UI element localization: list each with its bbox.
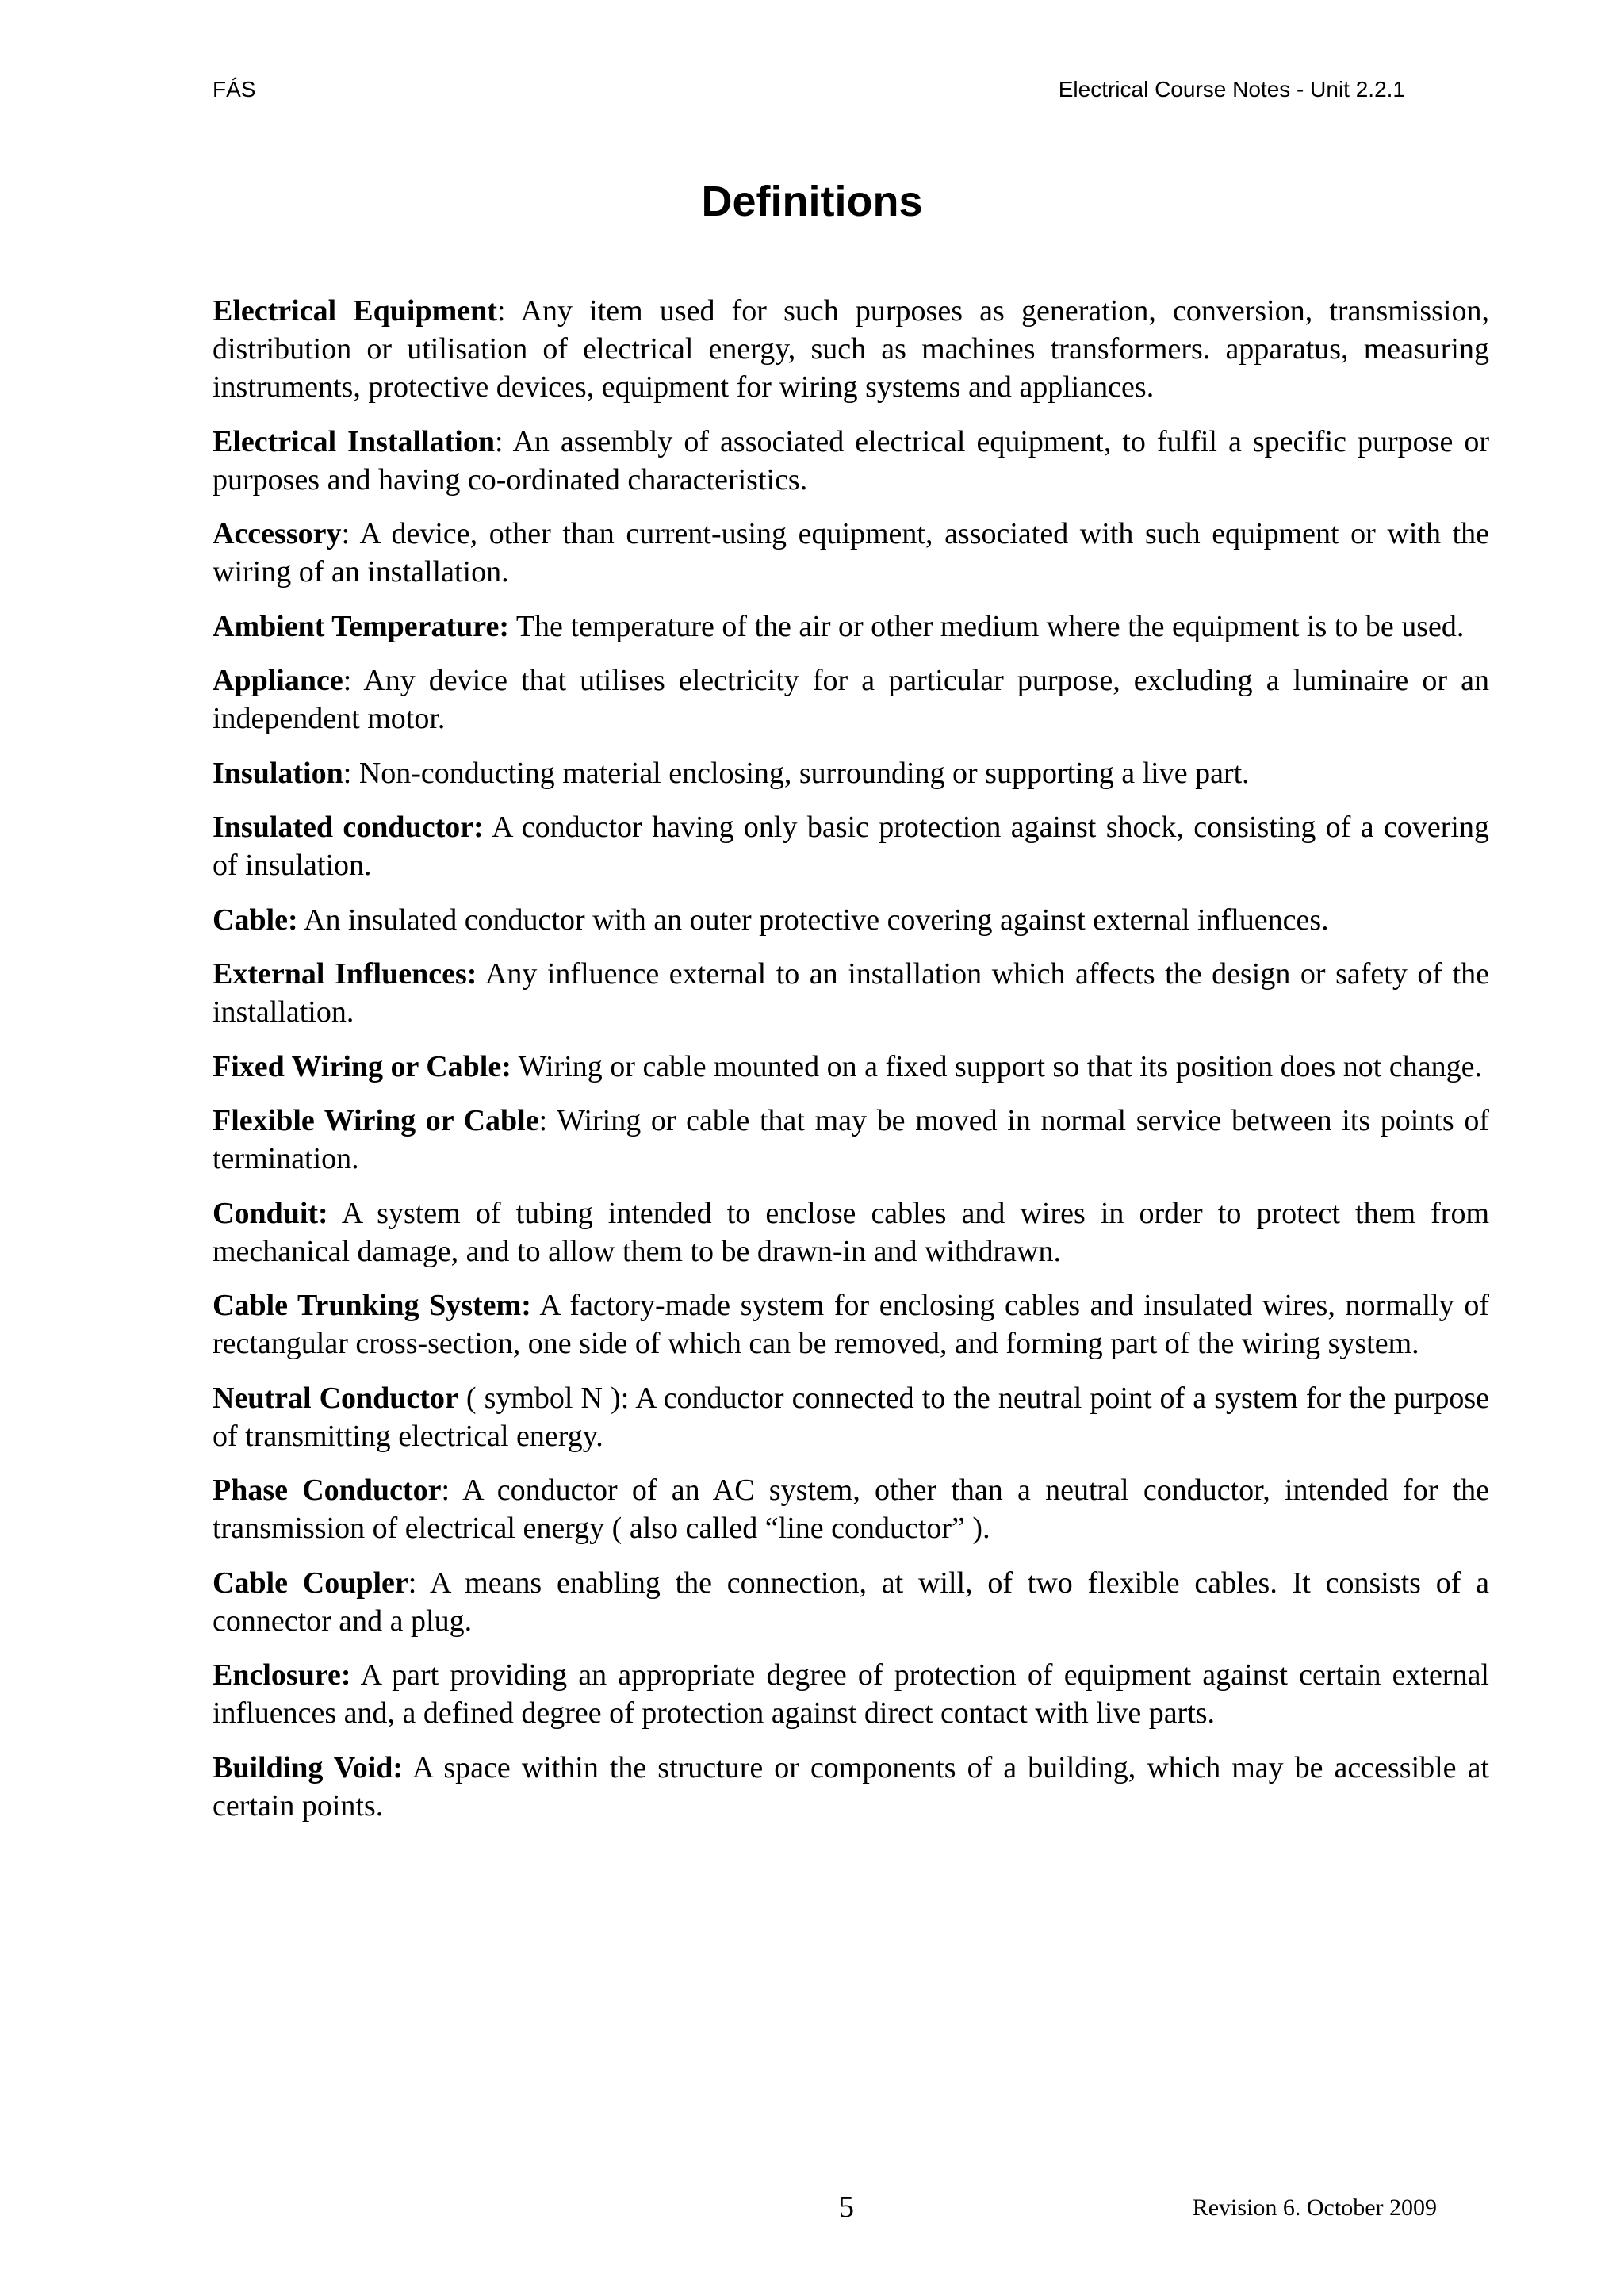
- definition-item: [213, 901, 1489, 939]
- definition-item: [213, 1102, 1489, 1178]
- definition-text: Wiring or cable that may be moved in normal service between its points of termination.: [213, 1104, 1489, 1175]
- definition-term: Insulation: [213, 756, 343, 790]
- definition-text: Wiring or cable mounted on a fixed support so that its position does not change.: [511, 1049, 1482, 1083]
- definition-item: [213, 1379, 1489, 1455]
- definition-term: Cable Coupler: [213, 1566, 408, 1600]
- definition-text: A means enabling the connection, at will, of two flexible cables. It consists of a connector and a plug.: [213, 1566, 1490, 1638]
- definition-text: A part providing an appropriate degree of protection of equipment against certain external influences and, a defined degree of protection against direct contact with live parts.: [213, 1658, 1489, 1730]
- definition-item: [213, 1656, 1489, 1732]
- definition-item: [213, 1564, 1489, 1640]
- definitions-list: [213, 292, 1489, 1841]
- definition-text: An insulated conductor with an outer protective covering against external influences.: [297, 903, 1329, 937]
- definition-term: Fixed Wiring or Cable:: [213, 1049, 511, 1083]
- definition-text: ( symbol N ): A conductor connected to the neutral point of a system for the purpose of transmitting electrical energy.: [213, 1381, 1489, 1453]
- page-number: 5: [839, 2191, 854, 2224]
- definition-item: [213, 1048, 1489, 1086]
- definition-item: [213, 608, 1489, 646]
- definition-term: Insulated conductor:: [213, 811, 484, 844]
- definition-text: An assembly of associated electrical equipment, to fulfil a specific purpose or purposes and having co-ordinated characteristics.: [213, 424, 1489, 496]
- page-title: Definitions: [701, 178, 923, 225]
- definition-item: [213, 661, 1489, 738]
- definition-term: Cable:: [213, 903, 298, 937]
- definition-item: [213, 292, 1489, 406]
- definition-item: [213, 1749, 1489, 1825]
- definition-separator: :: [341, 517, 350, 550]
- header-organisation: FÁS: [213, 77, 256, 102]
- definition-separator: :: [343, 756, 352, 790]
- header-course-title: Electrical Course Notes - Unit 2.2.1: [1058, 77, 1405, 102]
- definition-separator: :: [343, 664, 352, 697]
- definition-term: Appliance: [213, 664, 343, 697]
- definition-item: [213, 1286, 1489, 1363]
- definition-term: Phase Conductor: [213, 1474, 442, 1507]
- definition-text: A system of tubing intended to enclose cables and wires in order to protect them from mechanical damage, and to allow them to be drawn-in and withdrawn.: [213, 1196, 1489, 1268]
- definition-text: A device, other than current-using equipment, associated with such equipment or with the wiring of an installation.: [213, 517, 1489, 588]
- definition-text: A space within the structure or components of a building, which may be accessible at certain points.: [213, 1750, 1489, 1823]
- definition-term: External Influences:: [213, 957, 477, 991]
- definition-text: Non-conducting material enclosing, surrounding or supporting a live part.: [351, 756, 1250, 790]
- definition-term: Accessory: [213, 517, 342, 550]
- definition-item: [213, 754, 1489, 792]
- definition-item: [213, 1194, 1489, 1271]
- definition-item: [213, 515, 1489, 591]
- definition-term: Cable Trunking System:: [213, 1289, 531, 1322]
- definition-separator: :: [494, 424, 504, 458]
- definition-term: Electrical Equipment: [213, 294, 497, 328]
- definition-term: Neutral Conductor: [213, 1381, 458, 1415]
- definition-term: Electrical Installation: [213, 424, 495, 458]
- definition-term: Enclosure:: [213, 1658, 351, 1692]
- definition-separator: :: [441, 1474, 450, 1507]
- definition-separator: :: [538, 1104, 548, 1137]
- definition-term: Building Void:: [213, 1750, 404, 1784]
- definition-term: Ambient Temperature:: [213, 609, 509, 643]
- definition-item: [213, 808, 1489, 884]
- definition-term: Conduit:: [213, 1196, 328, 1230]
- definition-text: Any influence external to an installation which affects the design or safety of the installation.: [213, 957, 1489, 1029]
- definition-item: [213, 955, 1489, 1031]
- definition-item: [213, 423, 1489, 499]
- definition-text: A conductor of an AC system, other than a neutral conductor, intended for the transmission of electrical energy ( also called “line conductor” ).: [213, 1474, 1490, 1545]
- revision-note: Revision 6. October 2009: [1192, 2194, 1437, 2221]
- definition-text: Any device that utilises electricity for a particular purpose, excluding a luminaire or an independent motor.: [213, 664, 1489, 735]
- definition-text: Any item used for such purposes as generation, conversion, transmission, distribution or utilisation of electrical energy, such as machines transformers. apparatus, measuring instruments, protective devices, equipment for wiring systems and appliances.: [213, 294, 1489, 404]
- definition-text: A factory-made system for enclosing cables and insulated wires, normally of rectangular cross-section, one side of which can be removed, and forming part of the wiring system.: [213, 1289, 1489, 1360]
- definition-text: The temperature of the air or other medium where the equipment is to be used.: [509, 609, 1465, 643]
- definition-text: A conductor having only basic protection against shock, consisting of a covering of insulation.: [213, 811, 1489, 882]
- definition-separator: :: [408, 1566, 417, 1600]
- definition-term: Flexible Wiring or Cable: [213, 1104, 539, 1137]
- definition-item: [213, 1471, 1489, 1547]
- definition-separator: :: [496, 294, 506, 328]
